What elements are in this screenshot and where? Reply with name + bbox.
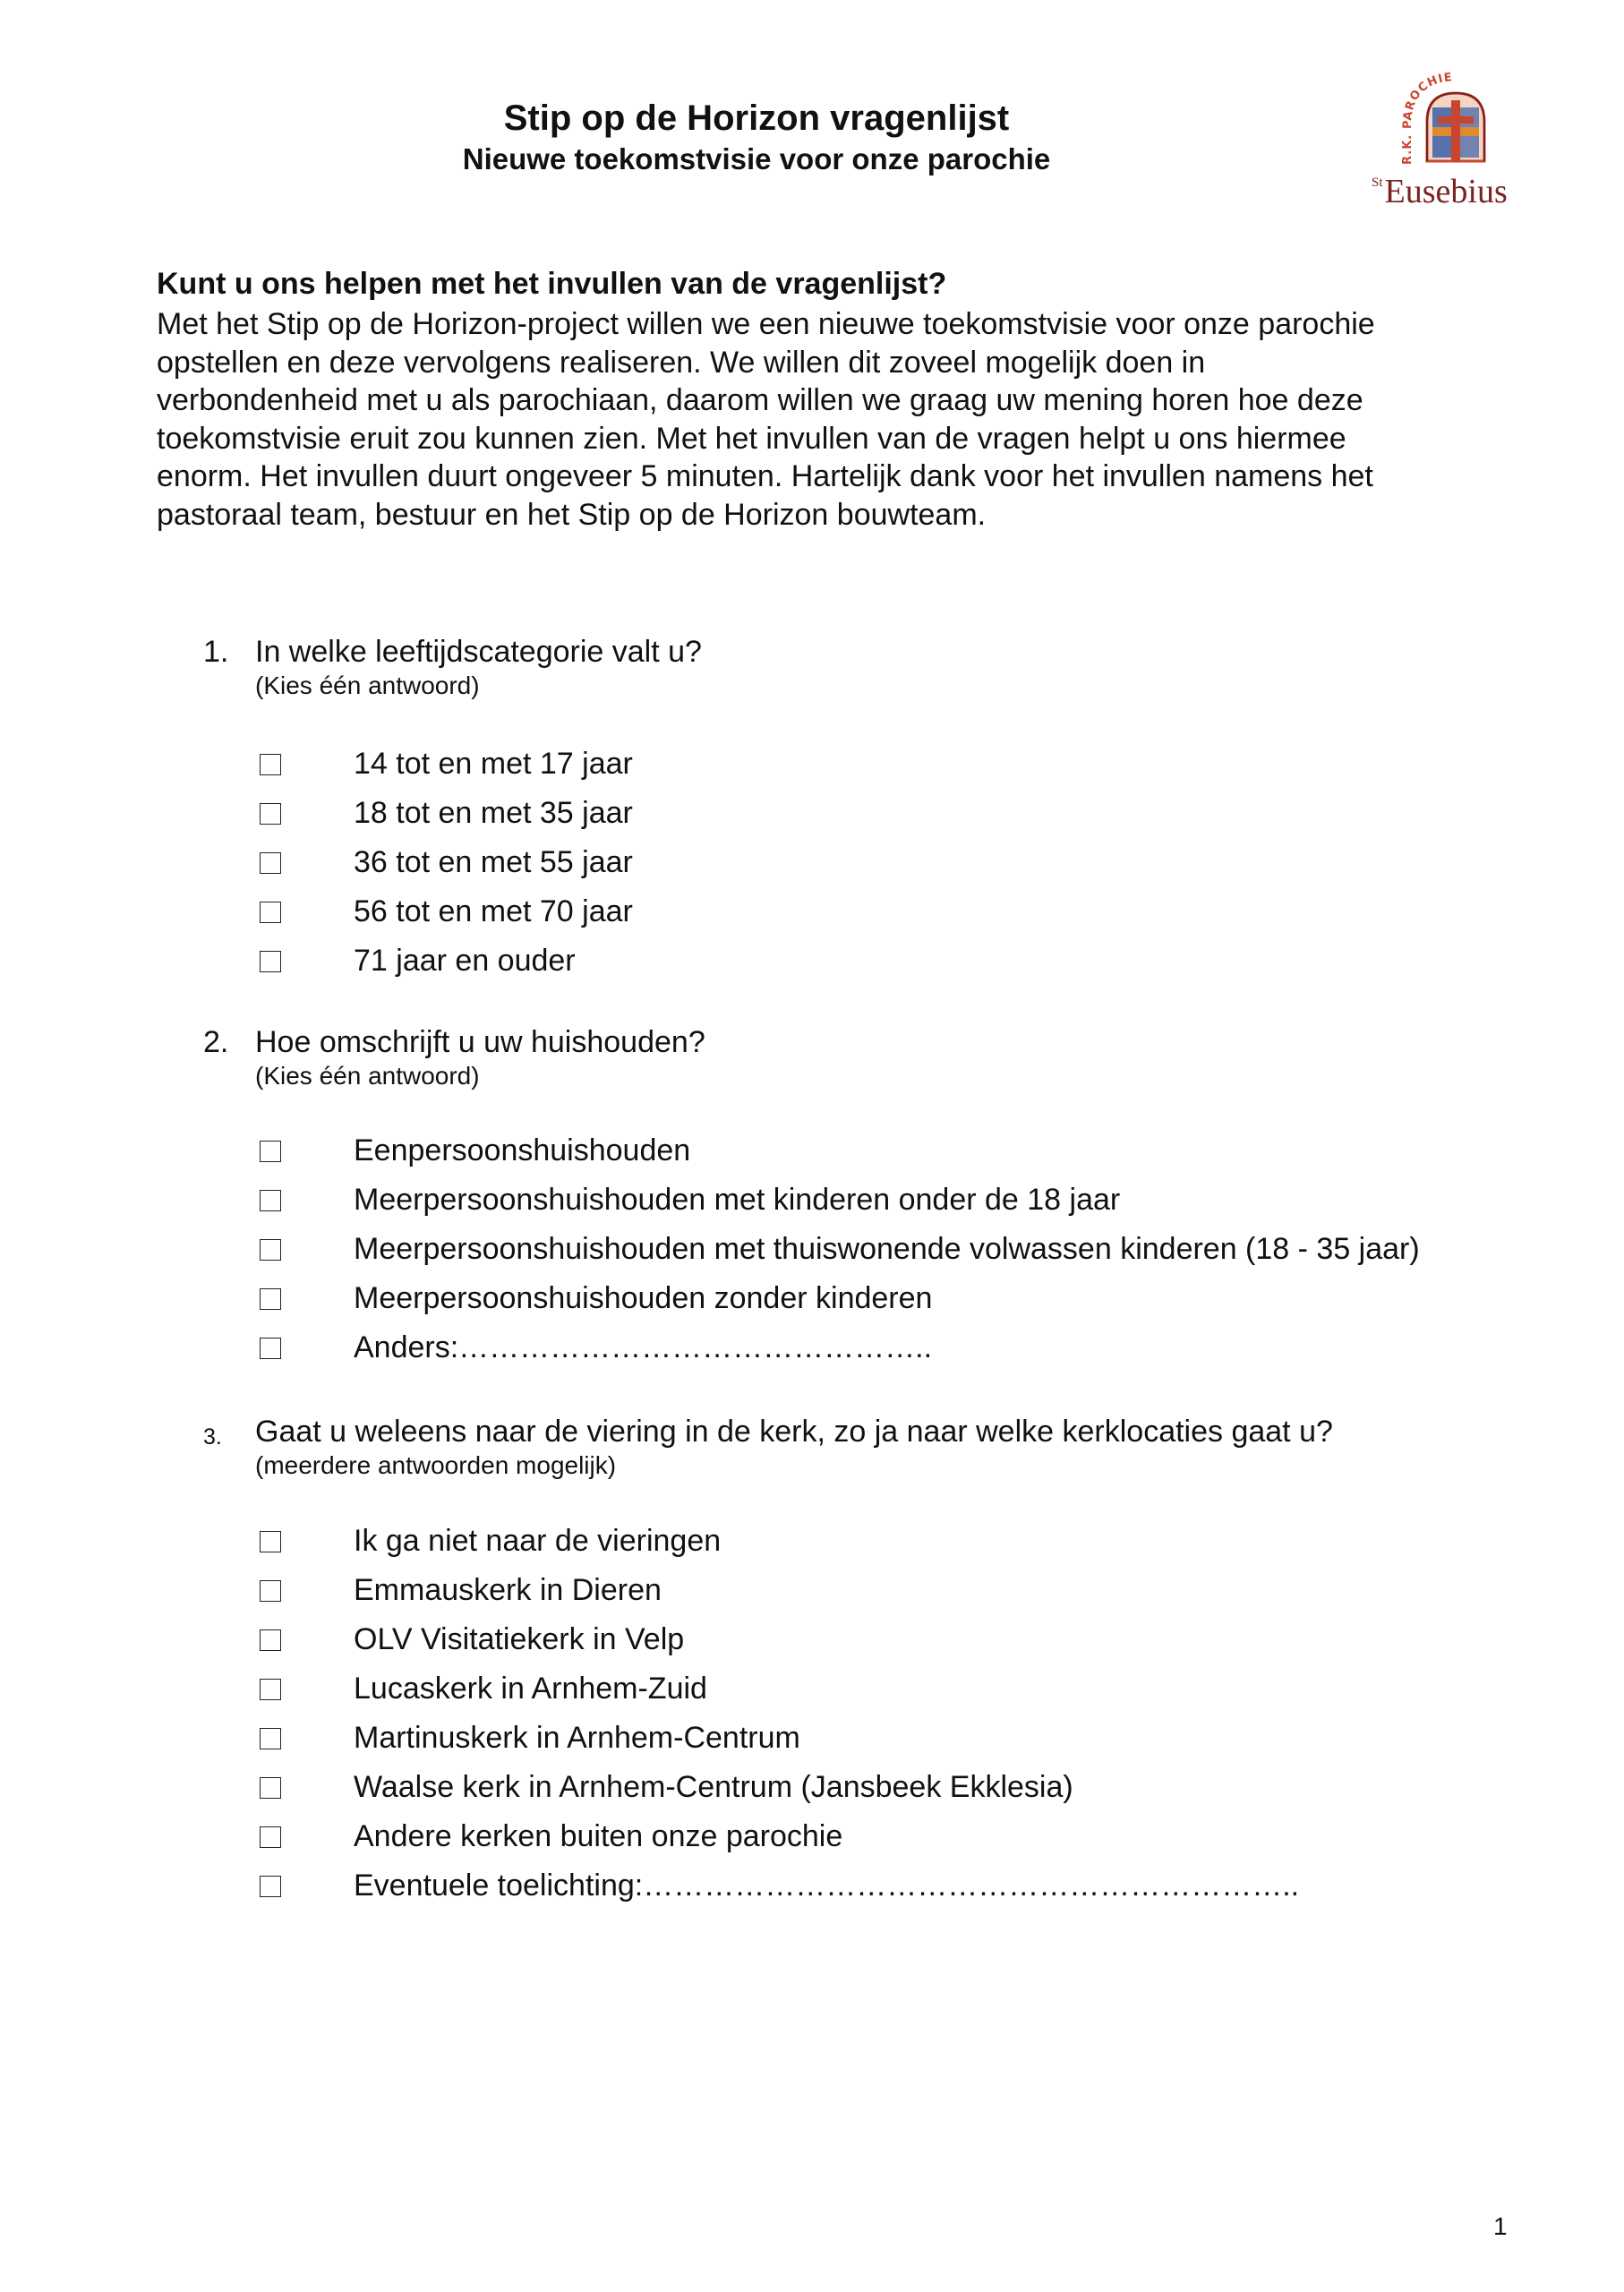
intro-paragraph <box>157 305 1517 534</box>
option-row[interactable] <box>0 745 1624 794</box>
option-label: Anders:……………………………………….. <box>354 1330 933 1364</box>
option-label: Meerpersoonshuishouden met kinderen onder de 18 jaar <box>354 1183 1121 1217</box>
option-row[interactable] <box>0 942 1624 991</box>
option-label: Ik ga niet naar de vieringen <box>354 1524 722 1558</box>
option-row[interactable] <box>0 893 1624 942</box>
intro-line: toekomstvisie eruit zou kunnen zien. Met het invullen van de vragen helpt u ons hiermee <box>157 421 1346 456</box>
option-label: 18 tot en met 35 jaar <box>354 796 633 830</box>
option-label: 71 jaar en ouder <box>354 944 576 978</box>
option-row[interactable] <box>0 1279 1624 1329</box>
intro-heading: Kunt u ons helpen met het invullen van de vragenlijst? <box>157 267 947 301</box>
checkbox[interactable] <box>260 754 281 775</box>
checkbox[interactable] <box>260 902 281 923</box>
checkbox[interactable] <box>260 1876 281 1897</box>
checkbox[interactable] <box>260 1629 281 1651</box>
question-hint: (meerdere antwoorden mogelijk) <box>255 1451 617 1479</box>
intro-line: verbondenheid met u als parochiaan, daarom willen we graag uw mening horen hoe deze <box>157 383 1363 417</box>
checkbox[interactable] <box>260 1728 281 1749</box>
option-label: Meerpersoonshuishouden zonder kinderen <box>354 1281 933 1315</box>
logo-name: $^{St}$Eusebius <box>1372 173 1508 210</box>
option-row[interactable] <box>0 794 1624 843</box>
question-text: Gaat u weleens naar de viering in de kerk, zo ja naar welke kerklocaties gaat u? <box>255 1415 1333 1449</box>
option-label: Martinuskerk in Arnhem-Centrum <box>354 1721 800 1755</box>
option-row[interactable] <box>0 1181 1624 1230</box>
option-row[interactable] <box>0 1768 1624 1817</box>
checkbox[interactable] <box>260 1531 281 1552</box>
option-row[interactable] <box>0 1621 1624 1670</box>
question-hint: (Kies één antwoord) <box>255 1062 480 1090</box>
question-hint: (Kies één antwoord) <box>255 671 480 699</box>
option-label: OLV Visitatiekerk in Velp <box>354 1622 685 1656</box>
intro-line: enorm. Het invullen duurt ongeveer 5 minuten. Hartelijk dank voor het invullen namens het <box>157 459 1373 493</box>
page-number: 1 <box>1493 2212 1508 2240</box>
option-row[interactable] <box>0 843 1624 893</box>
checkbox[interactable] <box>260 1288 281 1310</box>
intro-line: Met het Stip op de Horizon-project willen we een nieuwe toekomstvisie voor onze parochie <box>157 307 1375 341</box>
question-number: 1. <box>203 635 229 669</box>
option-label: 36 tot en met 55 jaar <box>354 845 633 879</box>
page-subtitle: Nieuwe toekomstvisie voor onze parochie <box>462 142 1051 175</box>
checkbox[interactable] <box>260 1777 281 1799</box>
checkbox[interactable] <box>260 1190 281 1211</box>
intro-line: pastoraal team, bestuur en het Stip op de Horizon bouwteam. <box>157 497 987 532</box>
logo-arc-text: R.K. PAROCHIE <box>1400 72 1454 165</box>
checkbox[interactable] <box>260 1679 281 1700</box>
checkbox[interactable] <box>260 1826 281 1848</box>
option-label: 56 tot en met 70 jaar <box>354 894 633 928</box>
option-row[interactable] <box>0 1329 1624 1378</box>
intro-line: opstellen en deze vervolgens realiseren. We willen dit zoveel mogelijk doen in <box>157 345 1206 380</box>
checkbox[interactable] <box>260 1580 281 1602</box>
question-text: Hoe omschrijft u uw huishouden? <box>255 1025 705 1059</box>
option-label: Emmauskerk in Dieren <box>354 1573 662 1607</box>
checkbox[interactable] <box>260 803 281 825</box>
option-label: Eventuele toelichting:……………………………………………………….. <box>354 1869 1300 1903</box>
checkbox[interactable] <box>260 1338 281 1359</box>
option-label: Lucaskerk in Arnhem-Zuid <box>354 1672 707 1706</box>
option-row[interactable] <box>0 1817 1624 1867</box>
option-row[interactable] <box>0 1719 1624 1768</box>
page-title: Stip op de Horizon vragenlijst <box>503 98 1010 138</box>
option-row[interactable] <box>0 1522 1624 1571</box>
option-label: 14 tot en met 17 jaar <box>354 747 633 781</box>
checkbox[interactable] <box>260 951 281 972</box>
option-row[interactable] <box>0 1867 1624 1916</box>
option-label: Meerpersoonshuishouden met thuiswonende volwassen kinderen (18 - 35 jaar) <box>354 1232 1420 1266</box>
checkbox[interactable] <box>260 1239 281 1261</box>
question-text: In welke leeftijdscategorie valt u? <box>255 635 702 669</box>
question-number: 2. <box>203 1025 229 1059</box>
option-label: Waalse kerk in Arnhem-Centrum (Jansbeek Ekklesia) <box>354 1770 1073 1804</box>
option-label: Andere kerken buiten onze parochie <box>354 1819 843 1853</box>
checkbox[interactable] <box>260 1141 281 1162</box>
option-row[interactable] <box>0 1670 1624 1719</box>
option-label: Eenpersoonshuishouden <box>354 1133 691 1167</box>
option-row[interactable] <box>0 1132 1624 1181</box>
option-row[interactable] <box>0 1571 1624 1621</box>
checkbox[interactable] <box>260 852 281 874</box>
question-number: 3. <box>203 1424 222 1450</box>
option-row[interactable] <box>0 1230 1624 1279</box>
